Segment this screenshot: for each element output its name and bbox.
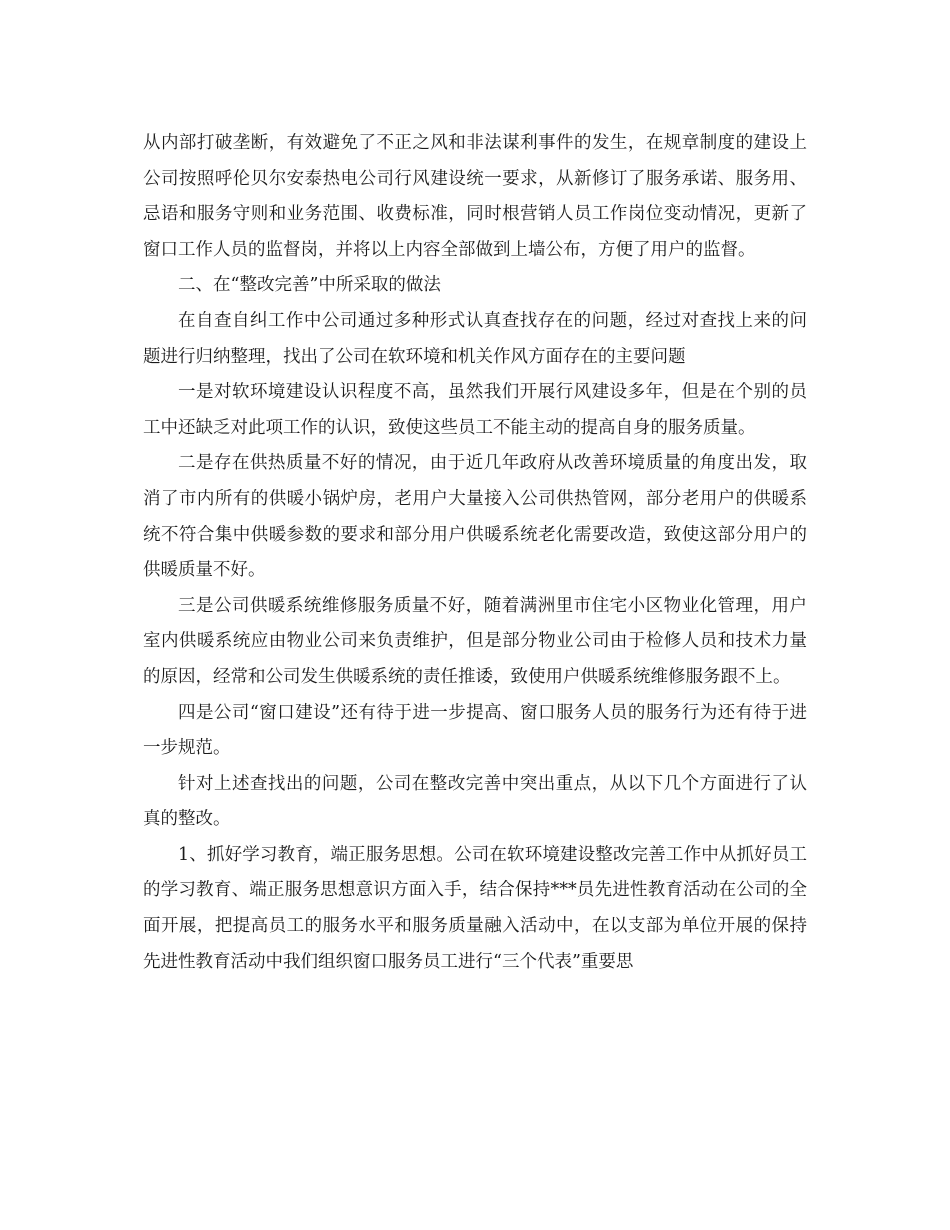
paragraph-7: 四是公司“窗口建设”还有待于进一步提高、窗口服务人员的服务行为还有待于进一步规范。	[143, 702, 807, 759]
paragraph-4: 一是对软环境建设认识程度不高，虽然我们开展行风建设多年，但是在个别的员工中还缺乏对此项工作的认识，致使这些员工不能主动的提高自身的服务质量。	[143, 382, 807, 438]
paragraph-1: 从内部打破垄断，有效避免了不正之风和非法谋利事件的发生，在规章制度的建设上公司按照呼伦贝尔安泰热电公司行风建设统一要求，从新修订了服务承诺、服务用、忌语和服务守则和业务范围、收费标准，同时根营销人员工作岗位变动情况，更新了窗口工作人员的监督岗，并将以上内容全部做到上墙公布，方便了用户的监督。	[143, 133, 807, 260]
paragraph-6: 三是公司供暖系统维修服务质量不好，随着满洲里市住宅小区物业化管理，用户室内供暖系统应由物业公司来负责维护，但是部分物业公司由于检修人员和技术力量的原因，经常和公司发生供暖系统的责任推诿，致使用户供暖系统维修服务跟不上。	[143, 595, 807, 687]
document-body	[143, 126, 807, 980]
paragraph-8: 针对上述查找出的问题，公司在整改完善中突出重点，从以下几个方面进行了认真的整改。	[143, 773, 807, 830]
paragraph-5: 二是存在供热质量不好的情况，由于近几年政府从改善环境质量的角度出发，取消了市内所有的供暖小锅炉房，老用户大量接入公司供热管网，部分老用户的供暖系统不符合集中供暖参数的要求和部分用户供暖系统老化需要改造，致使这部分用户的供暖质量不好。	[143, 453, 807, 581]
section-heading-rectification: 二、在“整改完善”中所采取的做法	[178, 275, 441, 296]
paragraph-3: 在自查自纠工作中公司通过多种形式认真查找存在的问题，经过对查找上来的问题进行归纳整理，找出了公司在软环境和机关作风方面存在的主要问题	[143, 310, 807, 367]
paragraph-9: 1、抓好学习教育，端正服务思想。公司在软环境建设整改完善工作中从抓好员工的学习教育、端正服务思想意识方面入手，结合保持***员先进性教育活动在公司的全面开展，把提高员工的服务水平和服务质量融入活动中，在以支部为单位开展的保持先进性教育活动中我们组织窗口服务员工进行“三个代表”重要思	[143, 844, 807, 972]
